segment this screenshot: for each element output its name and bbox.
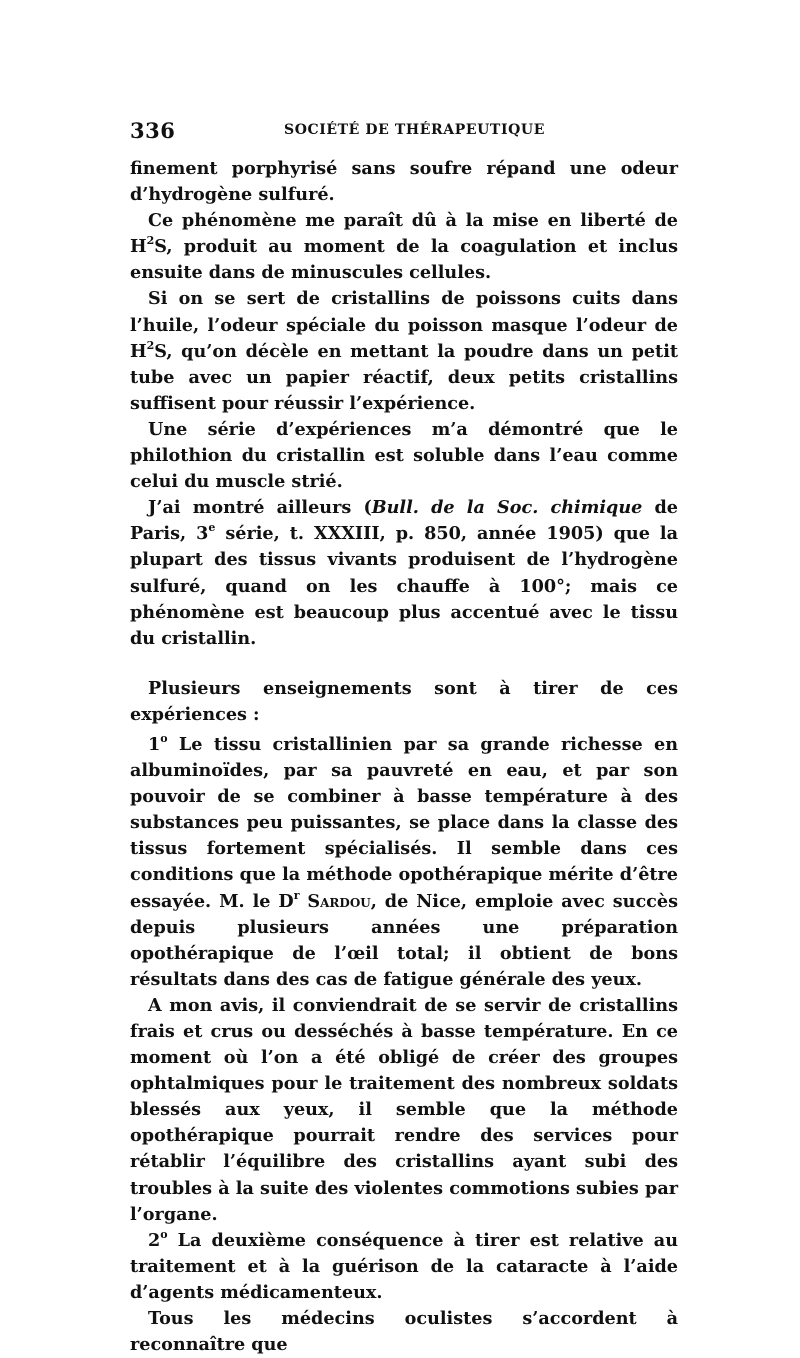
paragraph-point-one <box>130 732 678 993</box>
superscript: 2 <box>146 338 155 352</box>
paragraph-text: série, t. XXXIII, p. 850, année 1905) que la plupart des tissus vivants produisent de l’hydrogène sulfuré, quand on les chauffe à 100°; mais ce phénomène est beaucoup plus accentué avec le tissu du cristallin. <box>130 523 678 649</box>
running-head <box>130 118 678 148</box>
paragraph-text: S, produit au moment de la coagulation et inclus ensuite dans de minuscules cellules. <box>130 236 678 284</box>
superscript: 2 <box>146 234 155 248</box>
page-number: 336 <box>130 118 176 143</box>
paragraph-text: Si on se sert de cristallins de poissons cuits dans l’huile, l’odeur spéciale du poisson masque l’odeur de H <box>130 288 678 362</box>
paragraph-text: Ce phénomène me paraît dû à la mise en liberté de H <box>130 210 678 258</box>
superscript: e <box>208 521 216 535</box>
superscript: o <box>160 732 168 746</box>
paragraph-text: La deuxième conséquence à tirer est relative au traitement et à la guérison de la cataracte à l’aide d’agents médicamenteux. <box>130 1229 678 1303</box>
paragraph-text: J’ai montré ailleurs ( <box>148 497 372 519</box>
paragraph-text: , de Nice, emploie avec succès depuis plusieurs années une préparation opothérapique de l’œil total; il obtient de bons résultats dans des cas de fatigue générale des yeux. <box>130 890 678 990</box>
paragraph-philothion: Une série d’expériences m’a démontré que le philothion du cristallin est soluble dans l’eau comme celui du muscle strié. <box>130 418 678 493</box>
book-page <box>130 118 678 1358</box>
person-name: Sardou <box>299 890 371 912</box>
list-number: 2 <box>148 1229 161 1251</box>
paragraph-text: de Paris, 3 <box>130 497 678 545</box>
paragraph-lessons-intro: Plusieurs enseignements sont à tirer de ces expériences : <box>130 677 678 725</box>
journal-citation: Bull. de la Soc. chimique <box>371 497 643 519</box>
paragraph-fish-lens <box>130 286 678 416</box>
running-title: SOCIÉTÉ DE THÉRAPEUTIQUE <box>284 122 545 138</box>
paragraph-continuation: finement porphyrisé sans soufre répand une odeur d’hydrogène sulfuré. <box>130 158 678 206</box>
superscript: r <box>293 888 300 902</box>
paragraph-text: S, qu’on décèle en mettant la poudre dans un petit tube avec un papier réactif, deux petits cristallins suffisent pour réussir l’expérience. <box>130 340 678 414</box>
paragraph-oculists: Tous les médecins oculistes s’accordent à reconnaître que <box>130 1308 678 1356</box>
superscript: o <box>160 1227 168 1241</box>
paragraph-text: Le tissu cristallinien par sa grande richesse en albuminoïdes, par sa pauvreté en eau, et par son pouvoir de se combiner à basse température à des substances peu puissantes, se place dans la classe des tissus fortement spécialisés. Il semble dans ces conditions que la méthode opothérapique mérite d’être essayée. M. le D <box>130 733 678 912</box>
list-number: 1 <box>148 733 161 755</box>
paragraph-opinion: A mon avis, il conviendrait de se servir de cristallins frais et crus ou desséchés à basse température. En ce moment où l’on a été obligé de créer des groupes ophtalmiques pour le traitement des nombreux soldats blessés aux yeux, il semble que la méthode opothérapique pourrait rendre des services pour rétablir l’équilibre des cristallins ayant subi des troubles à la suite des violentes commotions subies par l’organe. <box>130 994 678 1225</box>
paragraph-point-two <box>130 1228 678 1306</box>
paragraph-h2s-release <box>130 208 678 286</box>
paragraph-citation <box>130 495 678 652</box>
